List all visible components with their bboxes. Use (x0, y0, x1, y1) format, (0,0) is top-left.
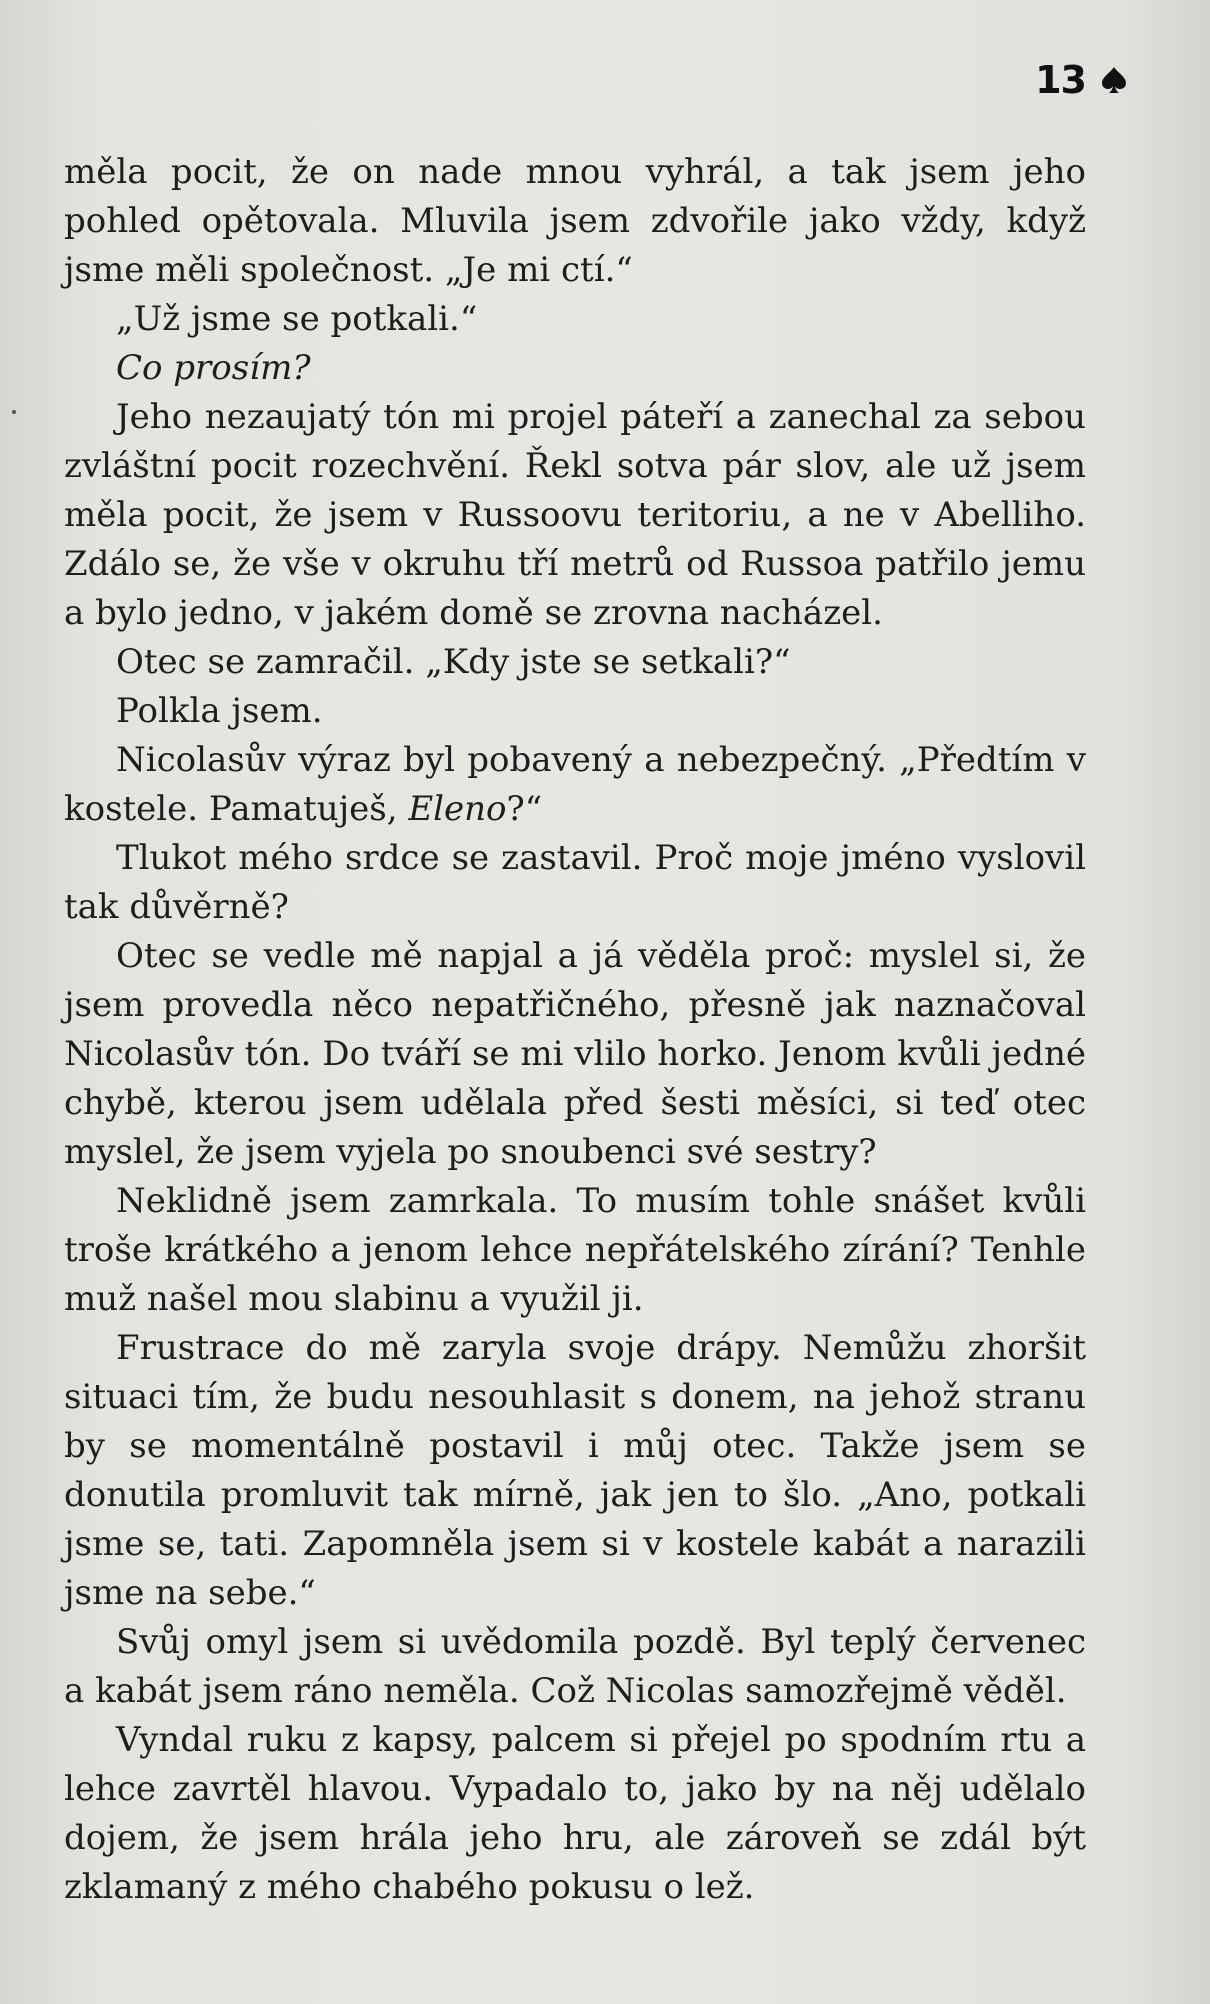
paragraph-text: ?“ (506, 789, 543, 829)
emphasis-text: Eleno (408, 789, 507, 829)
page-header (1035, 58, 1128, 102)
paragraph-text: Svůj omyl jsem si uvědomila pozdě. Byl teplý červenec a kabát jsem ráno neměla. Což Nicolas samozřejmě věděl. (64, 1622, 1086, 1711)
paragraph (64, 393, 1086, 638)
paragraph-text: měla pocit, že on nade mnou vyhrál, a tak jsem jeho pohled opětovala. Mluvila jsem zdvořile jako vždy, když jsme měli společnost. „Je mi ctí.“ (64, 152, 1086, 290)
paragraph-text: Jeho nezaujatý tón mi projel páteří a zanechal za sebou zvláštní pocit rozechvění. Řekl sotva pár slov, ale už jsem měla pocit, že jsem v Russoovu teritoriu, a ne v Abelliho. Zdálo se, že vše v okruhu tří metrů od Russoa patřilo jemu a bylo jedno, v jakém domě se zrovna nacházel. (64, 397, 1086, 633)
page-number: 13 (1035, 58, 1086, 102)
body-text (64, 148, 1086, 1912)
paragraph (64, 932, 1086, 1177)
paragraph (64, 638, 1086, 687)
paragraph-text: Tlukot mého srdce se zastavil. Proč moje jméno vyslovil tak důvěrně? (64, 838, 1086, 927)
paragraph (64, 834, 1086, 932)
paragraph (64, 295, 1086, 344)
paragraph (64, 687, 1086, 736)
paragraph-text: Frustrace do mě zaryla svoje drápy. Nemůžu zhoršit situaci tím, že budu nesouhlasit s donem, na jehož stranu by se momentálně postavil i můj otec. Takže jsem se donutila promluvit tak mírně, jak jen to šlo. „Ano, potkali jsme se, tati. Zapomněla jsem si v kostele kabát a narazili jsme na sebe.“ (64, 1328, 1086, 1613)
stray-mark (12, 410, 16, 414)
paragraph-text: Polkla jsem. (116, 691, 323, 731)
paragraph-text: Otec se zamračil. „Kdy jste se setkali?“ (116, 642, 791, 682)
paragraph (64, 1716, 1086, 1912)
paragraph-text: Co prosím? (116, 348, 311, 388)
paragraph (64, 1324, 1086, 1618)
paragraph-text: Neklidně jsem zamrkala. To musím tohle snášet kvůli troše krátkého a jenom lehce nepřátelského zírání? Tenhle muž našel mou slabinu a využil ji. (64, 1181, 1086, 1319)
paragraph (64, 1618, 1086, 1716)
spade-icon (1100, 65, 1128, 95)
paragraph (64, 344, 1086, 393)
paragraph (64, 1177, 1086, 1324)
paragraph-text: Nicolasův výraz byl pobavený a nebezpečný. „Předtím v kostele. Pamatuješ, (64, 740, 1086, 829)
paragraph (64, 148, 1086, 295)
paragraph-text: Vyndal ruku z kapsy, palcem si přejel po spodním rtu a lehce zavrtěl hlavou. Vypadalo to, jako by na něj udělalo dojem, že jsem hrála jeho hru, ale zároveň se zdál být zklamaný z mého chabého pokusu o lež. (64, 1720, 1086, 1907)
paragraph-text: Otec se vedle mě napjal a já věděla proč: myslel si, že jsem provedla něco nepatřičného, přesně jak naznačoval Nicolasův tón. Do tváří se mi vlilo horko. Jenom kvůli jedné chybě, kterou jsem udělala před šesti měsíci, si teď otec myslel, že jsem vyjela po snoubenci své sestry? (64, 936, 1086, 1172)
paragraph (64, 736, 1086, 834)
paragraph-text: „Už jsme se potkali.“ (116, 299, 478, 339)
